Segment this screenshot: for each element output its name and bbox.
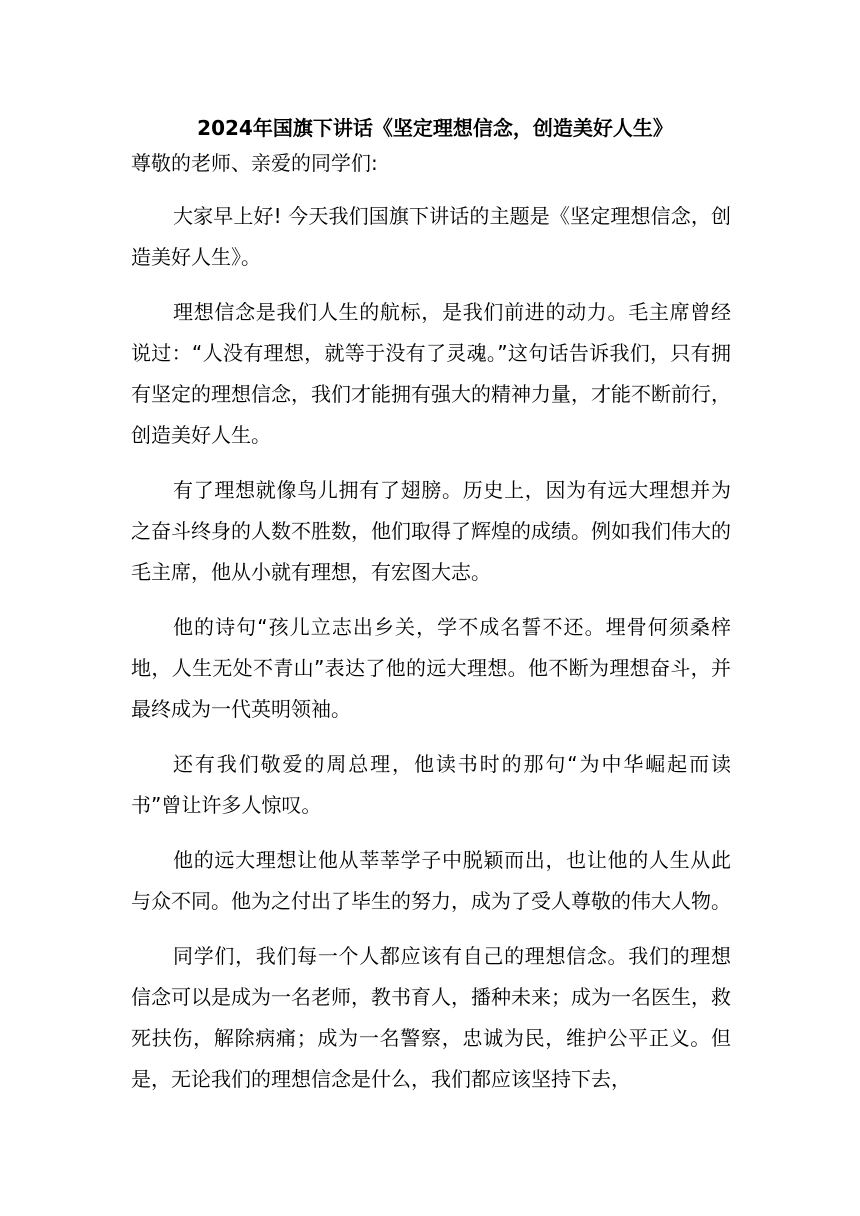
paragraph-5: 还有我们敬爱的周总理，他读书时的那句“为中华崛起而读书”曾让许多人惊叹。 xyxy=(131,752,731,817)
salutation: 尊敬的老师、亲爱的同学们: xyxy=(131,151,378,175)
paragraph-3: 有了理想就像鸟儿拥有了翅膀。历史上，因为有远大理想并为之奋斗终身的人数不胜数，他们取得了辉煌的成绩。例如我们伟大的毛主席，他从小就有理想，有宏图大志。 xyxy=(131,478,731,584)
paragraph-7: 同学们，我们每一个人都应该有自己的理想信念。我们的理想信念可以是成为一名老师，教书育人，播种未来；成为一名医生，救死扶伤，解除病痛；成为一名警察，忠诚为民，维护公平正义。但是，无论我们的理想信念是什么，我们都应该坚持下去， xyxy=(131,944,731,1091)
paragraph-4: 他的诗句“孩儿立志出乡关，学不成名誓不还。埋骨何须桑梓地，人生无处不青山”表达了他的远大理想。他不断为理想奋斗，并最终成为一代英明领袖。 xyxy=(131,615,731,721)
speech-body xyxy=(131,196,731,1114)
paragraph-2: 理想信念是我们人生的航标，是我们前进的动力。毛主席曾经说过：“人没有理想，就等于没有了灵魂。”这句话告诉我们，只有拥有坚定的理想信念，我们才能拥有强大的精神力量，才能不断前行，创造美好人生。 xyxy=(131,300,731,447)
document-title: 2024年国旗下讲话《坚定理想信念，创造美好人生》 xyxy=(197,116,673,140)
paragraph-1: 大家早上好! 今天我们国旗下讲话的主题是《坚定理想信念，创造美好人生》。 xyxy=(131,204,731,269)
paragraph-6: 他的远大理想让他从莘莘学子中脱颖而出，也让他的人生从此与众不同。他为之付出了毕生的努力，成为了受人尊敬的伟大人物。 xyxy=(131,848,731,913)
